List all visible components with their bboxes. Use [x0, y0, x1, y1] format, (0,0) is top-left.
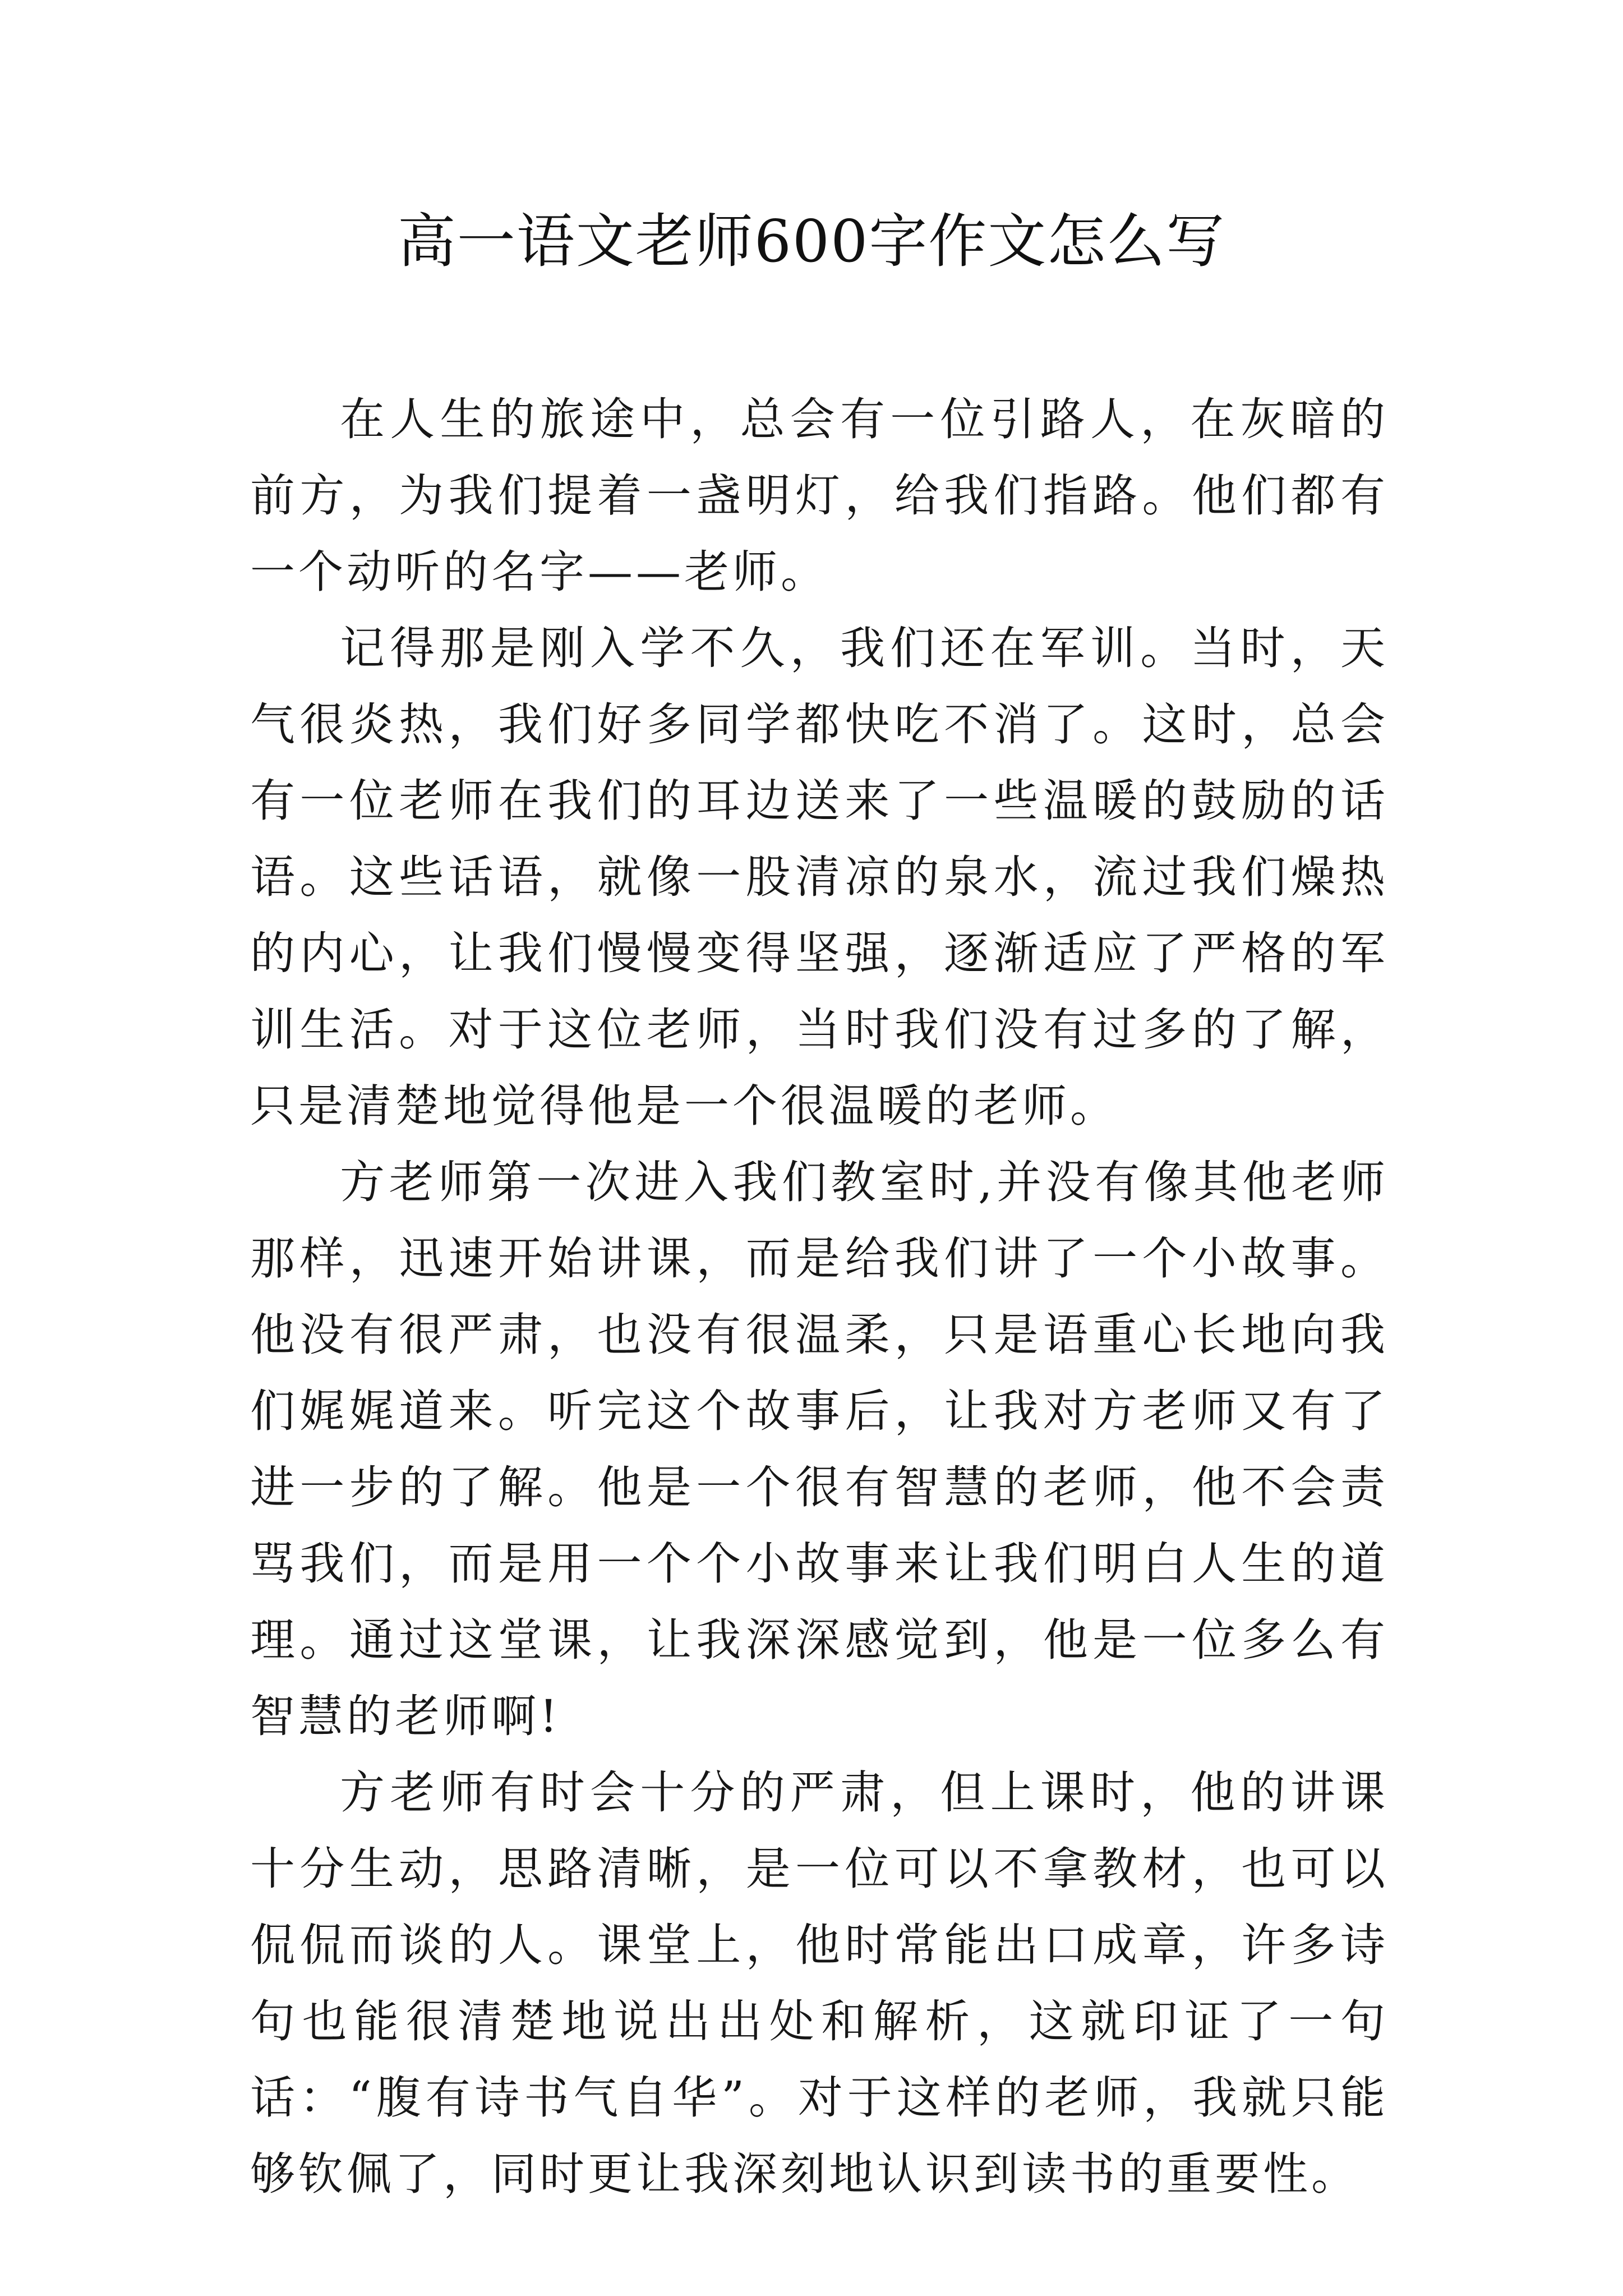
document-body	[250, 381, 1389, 2212]
paragraph-2: 记得那是刚入学不久，我们还在军训。当时，天气很炎热，我们好多同学都快吃不消了。这时，总会有一位老师在我们的耳边送来了一些温暖的鼓励的话语。这些话语，就像一股清凉的泉水，流过我们燥热的内心，让我们慢慢变得坚强，逐渐适应了严格的军训生活。对于这位老师，当时我们没有过多的了解，只是清楚地觉得他是一个很温暖的老师。	[250, 622, 1389, 1132]
paragraph-3: 方老师第一次进入我们教室时,并没有像其他老师那样，迅速开始讲课，而是给我们讲了一个小故事。他没有很严肃，也没有很温柔，只是语重心长地向我们娓娓道来。听完这个故事后，让我对方老师又有了进一步的了解。他是一个很有智慧的老师，他不会责骂我们，而是用一个个小故事来让我们明白人生的道理。通过这堂课，让我深深感觉到，他是一位多么有智慧的老师啊!	[250, 1156, 1389, 1742]
document-title: 高一语文老师600字作文怎么写	[397, 207, 1226, 275]
paragraph-4: 方老师有时会十分的严肃，但上课时，他的讲课十分生动，思路清晰，是一位可以不拿教材，也可以侃侃而谈的人。课堂上，他时常能出口成章，许多诗句也能很清楚地说出出处和解析，这就印证了一句话：“腹有诗书气自华”。对于这样的老师，我就只能够钦佩了，同时更让我深刻地认识到读书的重要性。	[250, 1766, 1389, 2200]
paragraph-1: 在人生的旅途中，总会有一位引路人，在灰暗的前方，为我们提着一盏明灯，给我们指路。他们都有一个动听的名字——老师。	[250, 393, 1389, 598]
